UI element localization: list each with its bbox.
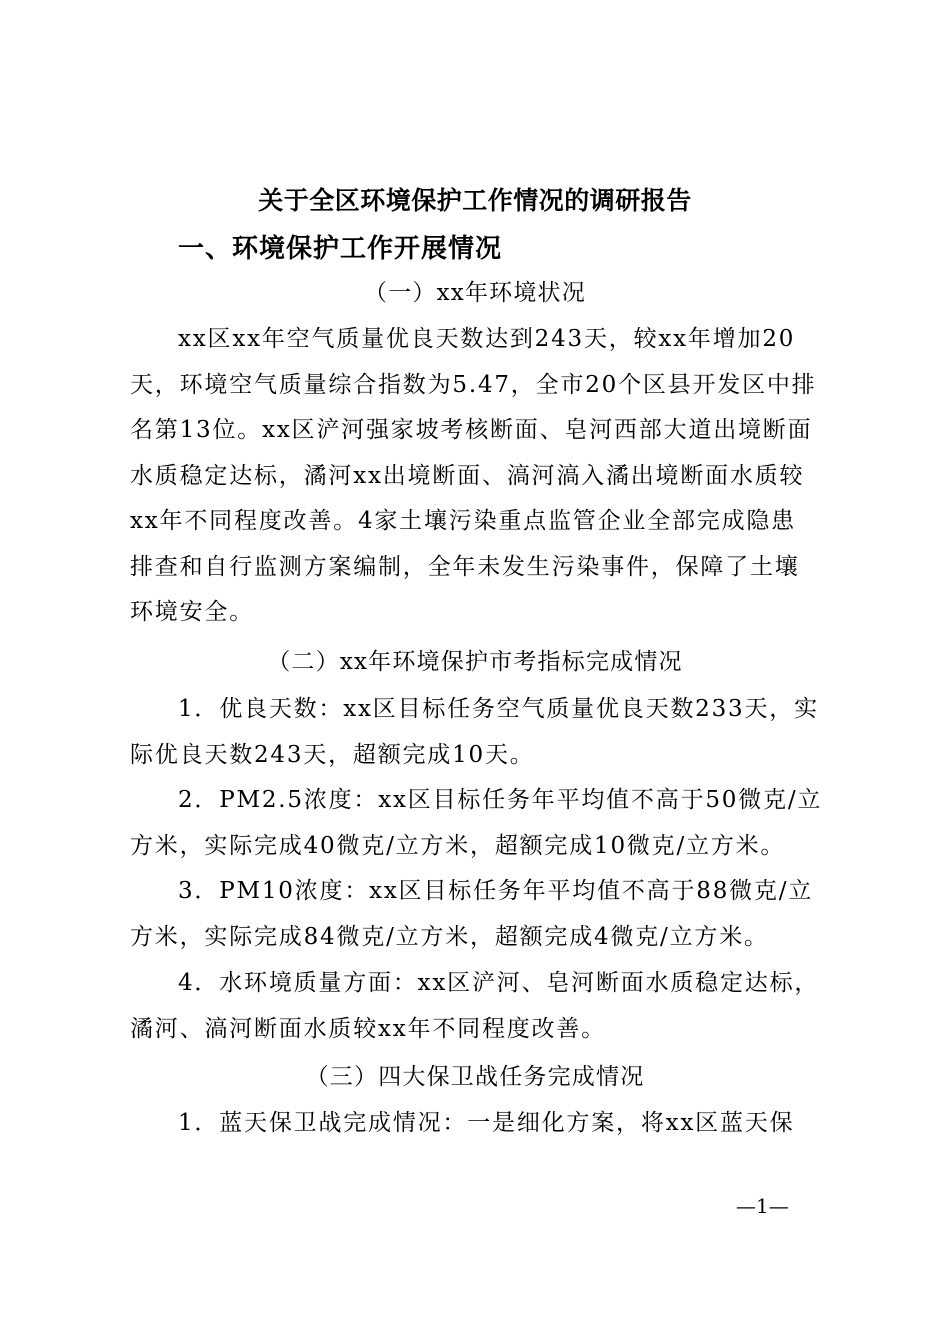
list-item-pm10 bbox=[130, 869, 830, 960]
list-item-water-quality bbox=[130, 961, 830, 1052]
page-number: —1— bbox=[736, 1194, 789, 1218]
list-item-pm25 bbox=[130, 778, 830, 869]
text-line: 潏河、滈河断面水质较xx年不同程度改善。 bbox=[130, 1015, 606, 1042]
text-line: 4．水环境质量方面：xx区浐河、皂河断面水质稳定达标， bbox=[178, 970, 820, 996]
text-line: xx区xx年空气质量优良天数达到243天，较xx年增加20 bbox=[178, 326, 796, 352]
text-line: 方米，实际完成84微克/立方米，超额完成4微克/立方米。 bbox=[130, 923, 769, 950]
text-line: xx年不同程度改善。4家土壤污染重点监管企业全部完成隐患 bbox=[130, 508, 796, 534]
list-item-excellent-days bbox=[130, 687, 830, 778]
subsection-heading-3: （三）四大保卫战任务完成情况 bbox=[305, 1064, 645, 1090]
text-line: 方米，实际完成40微克/立方米，超额完成10微克/立方米。 bbox=[130, 832, 786, 859]
text-line: 水质稳定达标，潏河xx出境断面、滈河滈入潏出境断面水质较 bbox=[130, 462, 805, 489]
text-line: 2．PM2.5浓度：xx区目标任务年平均值不高于50微克/立 bbox=[178, 787, 823, 813]
text-line: 1．优良天数：xx区目标任务空气质量优良天数233天，实 bbox=[178, 696, 819, 722]
text-line: 1．蓝天保卫战完成情况：一是细化方案，将xx区蓝天保 bbox=[178, 1110, 795, 1136]
subsection-heading-1: （一）xx年环境状况 bbox=[364, 280, 586, 306]
text-line: 际优良天数243天，超额完成10天。 bbox=[130, 741, 535, 768]
text-line: 环境安全。 bbox=[130, 599, 254, 625]
text-line: 3．PM10浓度：xx区目标任务年平均值不高于88微克/立 bbox=[178, 878, 814, 904]
document-title: 关于全区环境保护工作情况的调研报告 bbox=[258, 186, 692, 215]
subsection-heading-2: （二）xx年环境保护市考指标完成情况 bbox=[267, 649, 683, 675]
text-line: 天，环境空气质量综合指数为5.47，全市20个区县开发区中排 bbox=[130, 371, 817, 398]
section-heading-1: 一、环境保护工作开展情况 bbox=[178, 234, 503, 264]
text-line: 排查和自行监测方案编制，全年未发生污染事件，保障了土壤 bbox=[130, 553, 800, 580]
paragraph-environment-status bbox=[130, 317, 830, 636]
paragraph-blue-sky bbox=[130, 1101, 830, 1147]
text-line: 名第13位。xx区浐河强家坡考核断面、皂河西部大道出境断面 bbox=[130, 417, 813, 443]
